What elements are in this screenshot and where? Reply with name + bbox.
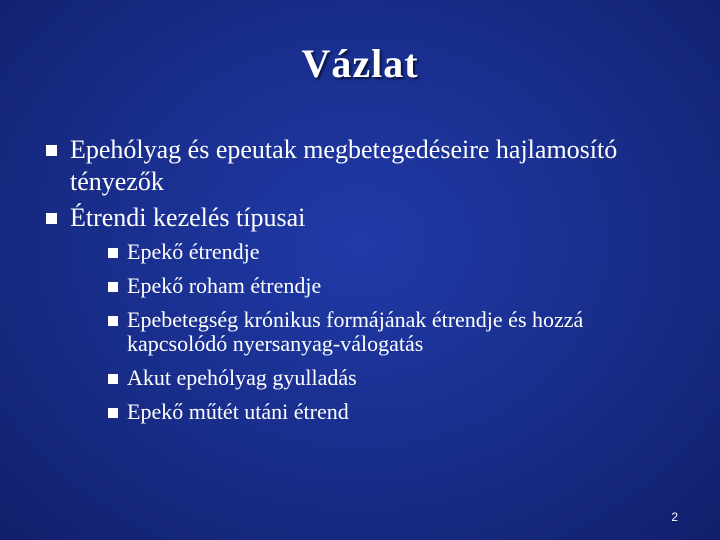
square-bullet-icon <box>108 408 118 418</box>
sub-bullet-text: Epekő étrendje <box>127 239 260 264</box>
sub-bullet-item <box>70 366 686 390</box>
sub-bullet-item <box>70 308 686 356</box>
sub-bullet-text: Akut epehólyag gyulladás <box>127 365 357 390</box>
sub-bullet-item <box>70 400 686 424</box>
square-bullet-icon <box>108 316 118 326</box>
square-bullet-icon <box>108 282 118 292</box>
sub-bullet-list <box>70 240 686 424</box>
page-number: 2 <box>671 510 678 524</box>
sub-bullet-text: Epekő műtét utáni étrend <box>127 399 349 424</box>
bullet-text: Epehólyag és epeutak megbetegedéseire hajlamosító tényezők <box>70 135 618 196</box>
bullet-text: Étrendi kezelés típusai <box>70 203 306 232</box>
square-bullet-icon <box>108 374 118 384</box>
slide-title: Vázlat <box>301 41 419 86</box>
square-bullet-icon <box>46 213 57 224</box>
sub-bullet-item <box>70 274 686 298</box>
square-bullet-icon <box>108 248 118 258</box>
square-bullet-icon <box>46 145 57 156</box>
bullet-list <box>46 134 686 434</box>
sub-bullet-item <box>70 240 686 264</box>
sub-bullet-text: Epekő roham étrendje <box>127 273 322 298</box>
sub-bullet-text: Epebetegség krónikus formájának étrendje és hozzá kapcsolódó nyersanyag-válogatás <box>127 307 584 356</box>
bullet-item-risk-factors <box>46 134 686 198</box>
bullet-item-diet-types <box>46 202 686 424</box>
